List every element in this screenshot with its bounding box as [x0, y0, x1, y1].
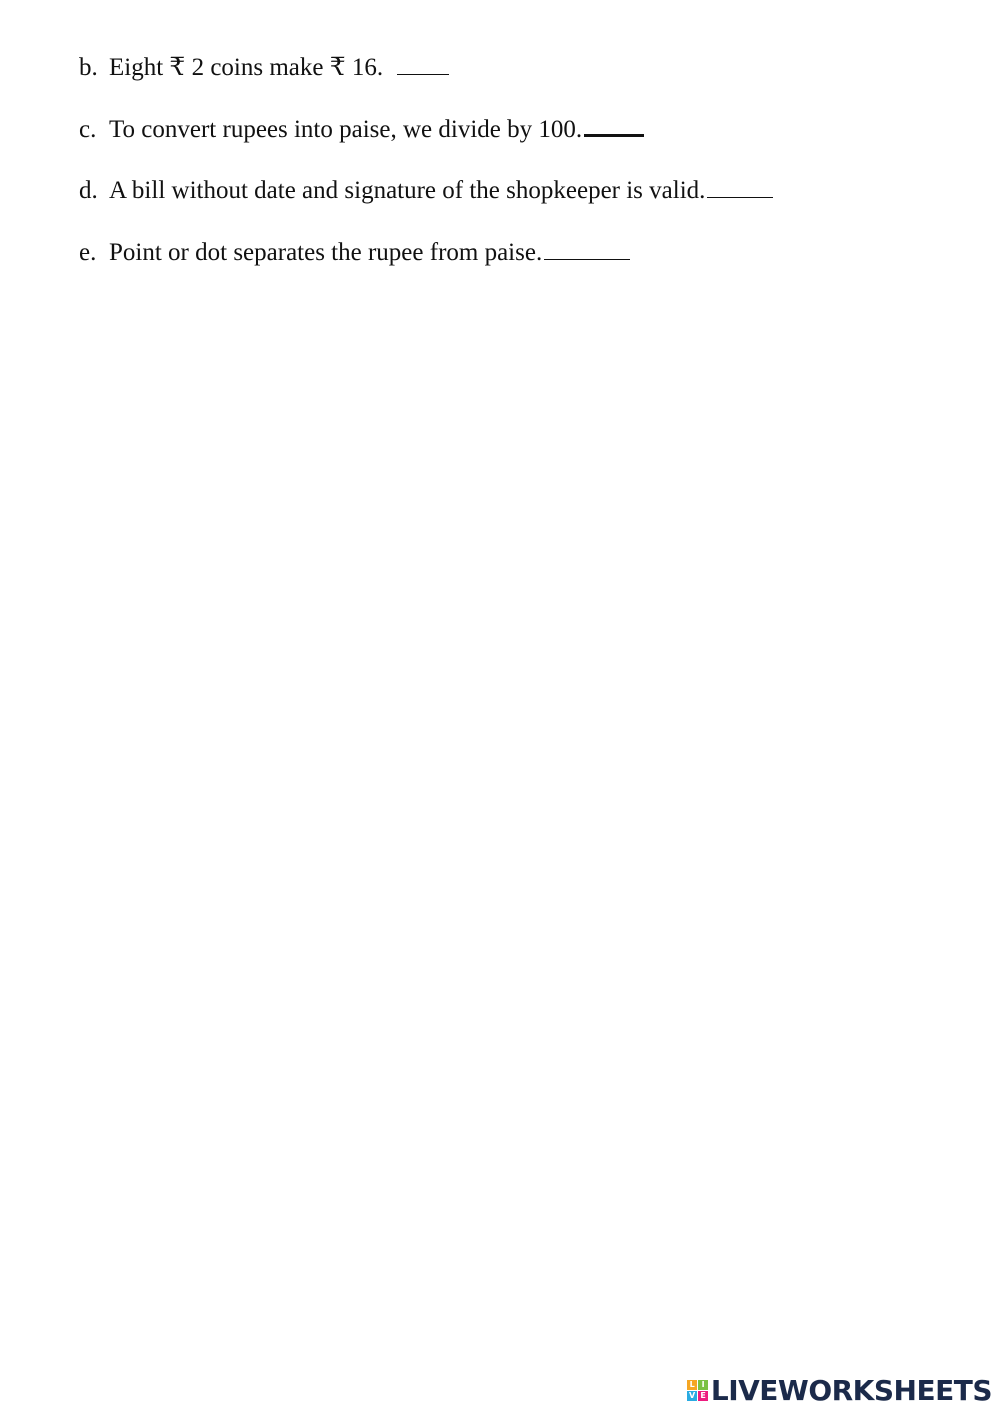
question-letter: d. — [79, 177, 98, 204]
question-text: Point or dot separates the rupee from paise. — [109, 239, 543, 266]
logo-tile: V — [687, 1391, 697, 1401]
question-letter: e. — [79, 239, 97, 266]
question-text: Eight ₹ 2 coins make ₹ 16. — [109, 54, 384, 81]
question-d — [79, 176, 773, 206]
question-e — [79, 238, 630, 268]
answer-blank[interactable] — [544, 259, 630, 260]
logo-tile: E — [698, 1391, 708, 1401]
liveworksheets-logo-icon — [687, 1380, 708, 1401]
answer-blank[interactable] — [707, 197, 773, 198]
logo-tile: L — [687, 1380, 697, 1390]
answer-blank[interactable] — [584, 134, 644, 137]
question-letter: b. — [79, 54, 98, 81]
answer-blank[interactable] — [397, 74, 449, 75]
question-letter: c. — [79, 116, 97, 143]
question-text: To convert rupees into paise, we divide by 100. — [109, 116, 583, 143]
question-c — [79, 115, 644, 145]
logo-tile: I — [698, 1380, 708, 1390]
brand-name: LIVEWORKSHEETS — [710, 1374, 992, 1407]
liveworksheets-logo — [687, 1374, 992, 1407]
question-b — [79, 53, 449, 83]
question-text: A bill without date and signature of the shopkeeper is valid. — [109, 177, 706, 204]
